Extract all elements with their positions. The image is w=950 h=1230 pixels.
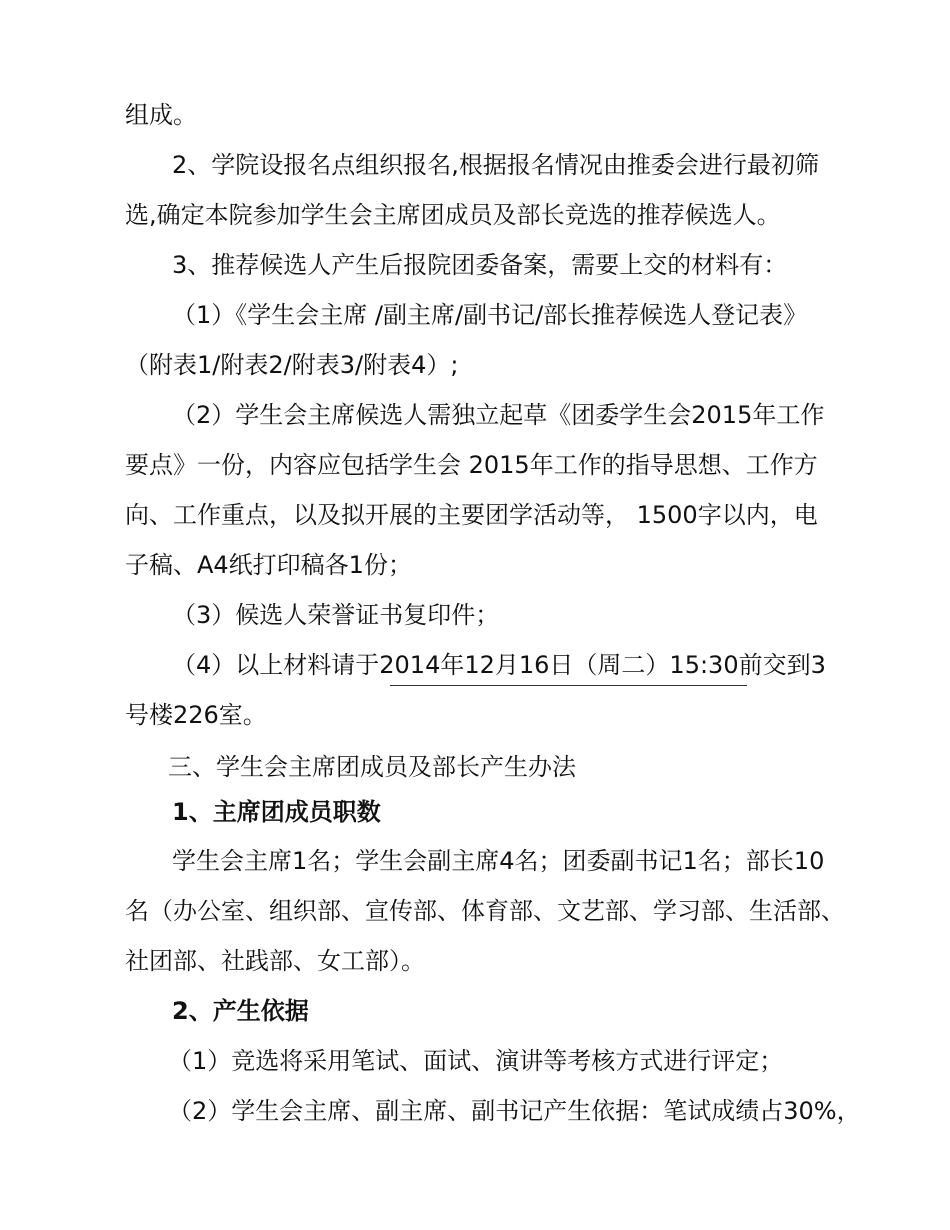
- text-line: 要点》一份，内容应包括学生会 2015年工作的指导思想、工作方: [125, 451, 818, 479]
- text-line: （2）学生会主席候选人需独立起草《团委学生会2015年工作: [172, 401, 825, 429]
- text-line: 2、学院设报名点组织报名,根据报名情况由推委会进行最初筛: [172, 151, 819, 179]
- text-line: 选,确定本院参加学生会主席团成员及部长竞选的推荐候选人。: [125, 201, 781, 229]
- text-line: （4）以上材料请于2014年12月16日（周二）15:30前交到3: [172, 651, 826, 679]
- text-line: 号楼226室。: [125, 701, 267, 729]
- text-line: （2）学生会主席、副主席、副书记产生依据：笔试成绩占30%，: [168, 1097, 861, 1125]
- text-line: 名（办公室、组织部、宣传部、体育部、文艺部、学习部、生活部、: [125, 897, 845, 925]
- section-heading: 三、学生会主席团成员及部长产生办法: [168, 753, 576, 781]
- text-line: （1）《学生会主席 /副主席/副书记/部长推荐候选人登记表》: [172, 301, 808, 329]
- text-line: （1）竞选将采用笔试、面试、演讲等考核方式进行评定；: [168, 1047, 784, 1075]
- deadline-underline: [390, 685, 747, 686]
- text-line: 向、工作重点，以及拟开展的主要团学活动等， 1500字以内，电: [125, 501, 818, 529]
- text-line: 子稿、A4纸打印稿各1份；: [125, 551, 412, 579]
- text-line: 学生会主席1名；学生会副主席4名；团委副书记1名；部长10: [172, 847, 825, 875]
- text-line: （附表1/附表2/附表3/附表4）;: [125, 351, 459, 379]
- subsection-heading: 1、主席团成员职数: [172, 798, 381, 826]
- text-line: 3、推荐候选人产生后报院团委备案，需要上交的材料有：: [172, 251, 788, 279]
- text-line: （3）候选人荣誉证书复印件；: [172, 601, 500, 629]
- text-line: 组成。: [125, 101, 197, 129]
- subsection-heading: 2、产生依据: [172, 997, 309, 1025]
- text-line: 社团部、社践部、女工部）。: [125, 947, 425, 975]
